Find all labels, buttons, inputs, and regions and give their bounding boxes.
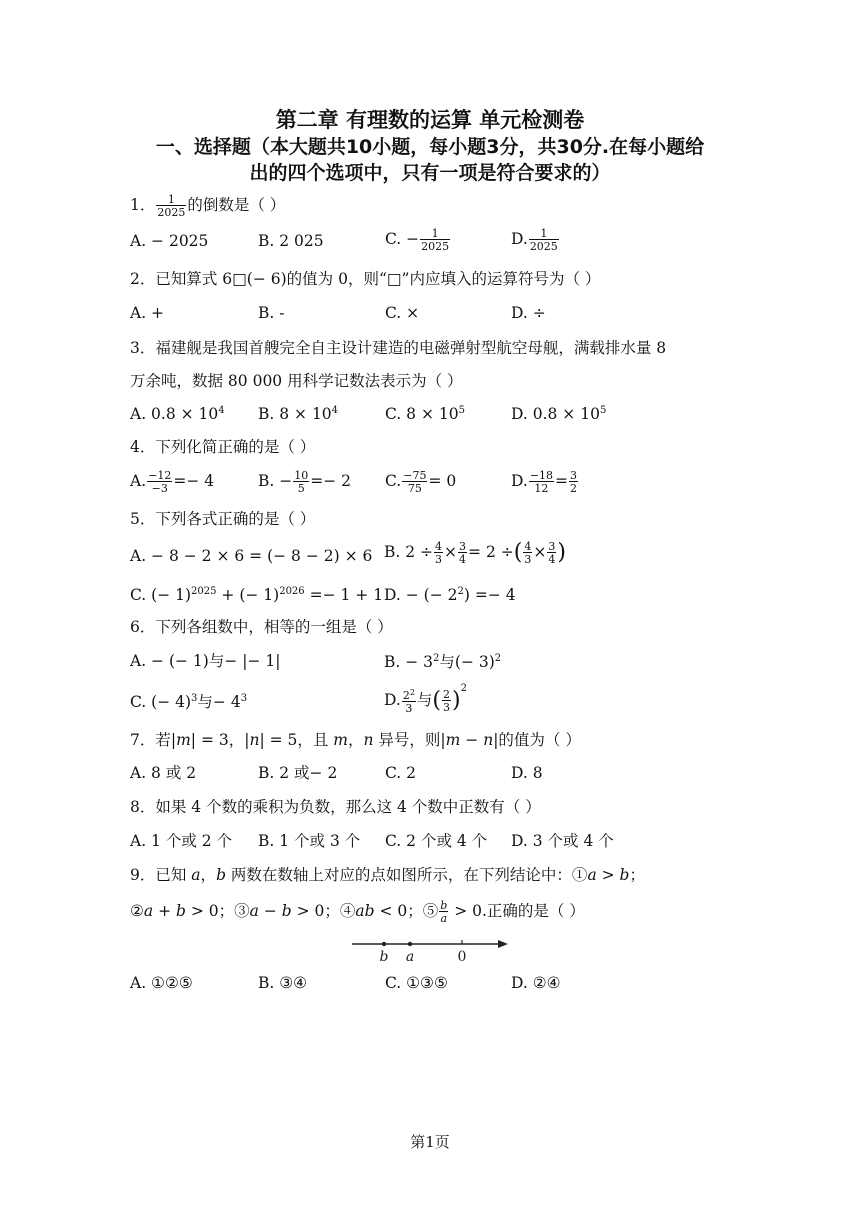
number-line-figure <box>348 934 512 966</box>
question-5-option-d[interactable]: D. − (− $2^2) =- 4$ <box>384 586 516 604</box>
question-3-option-d[interactable]: D. $0.8 \times 10^5$ <box>511 405 607 423</box>
page-title: 第二章 有理数的运算 单元检测卷 <box>275 108 585 132</box>
question-1-option-d[interactable]: D. $\frac{1}{2025}$ <box>511 227 558 253</box>
question-7-option-b[interactable]: B. 2 或− 2 <box>258 764 338 782</box>
question-6-option-d[interactable]: D. $\frac{2^2}{3}$ 与( $\frac{2}{3}$ )$^2$ <box>384 683 467 715</box>
question-4-option-c[interactable]: C. $\frac{-75}{75}$ = 0 <box>385 469 457 495</box>
question-3-stem-line1: 3．福建舰是我国首艘完全自主设计建造的电磁弹射型航空母舰，满载排水量 8 <box>130 339 667 357</box>
question-7-option-c[interactable]: C. 2 <box>385 764 417 782</box>
question-7-option-d[interactable]: D. 8 <box>511 764 543 782</box>
fraction: $\frac{1}{2025}$ <box>157 193 186 219</box>
question-5-option-c[interactable]: C. (− 1)$^{2025}$ + (− 1)$^{2026}$ =− 1 + 1 <box>130 586 384 604</box>
question-1-stem: 1． $\frac{1}{2025}$ 的倒数是（ ） <box>130 193 286 219</box>
question-7-stem: 7．若|m| = 3，|n| = 5，且 m，n 异号，则|m − n|的值为（ ） <box>130 731 581 749</box>
question-5-stem: 5．下列各式正确的是（ ） <box>130 510 316 528</box>
question-6-option-c[interactable]: C. (− 4)$^3$与− $4^3$ <box>130 693 248 711</box>
question-3-stem-line2: 万余吨，数据 80 000 用科学记数法表示为（ ） <box>130 372 463 390</box>
question-8-option-d[interactable]: D. 3 个或 4 个 <box>511 832 614 850</box>
question-4-option-b[interactable]: B. − $\frac{10}{5}$ =− 2 <box>258 469 351 495</box>
question-8-option-b[interactable]: B. 1 个或 3 个 <box>258 832 361 850</box>
question-1-option-a[interactable]: A. − 2025 <box>130 232 209 250</box>
question-9-option-d[interactable]: D. ②④ <box>511 974 561 992</box>
label-b: b <box>379 949 389 965</box>
question-2-option-c[interactable]: C. × <box>385 304 420 322</box>
question-9-stem-line2: ②a + b > 0；③a − b > 0；④ab < 0；⑤ $\frac{b}{a}$ > 0.正确的是（ ） <box>130 899 585 925</box>
page-number: 第1页 <box>410 1133 450 1151</box>
question-3-option-b[interactable]: B. $8 \times 10^4$ <box>258 405 339 423</box>
label-zero: 0 <box>457 949 467 965</box>
arrow-icon <box>498 940 508 948</box>
question-2-stem: 2．已知算式 6□(− 6)的值为 0，则“□”内应填入的运算符号为（ ） <box>130 270 601 288</box>
question-6-option-b[interactable]: B. − $3^2$与(− 3)$^2$ <box>384 653 502 671</box>
question-5-option-a[interactable]: A. − 8 − 2 × 6 = (− 8 − 2) × 6 <box>130 547 373 565</box>
question-9-stem-line1: 9．已知 a，b 两数在数轴上对应的点如图所示，在下列结论中：①a > b； <box>130 866 645 884</box>
question-2-option-a[interactable]: A. + <box>130 304 165 322</box>
question-6-stem: 6．下列各组数中，相等的一组是（ ） <box>130 618 393 636</box>
question-4-option-d[interactable]: D. $\frac{-18}{12}$ = $\frac{3}{2}$ <box>511 469 578 495</box>
question-9-option-a[interactable]: A. ①②⑤ <box>130 974 193 992</box>
question-1-option-b[interactable]: B. 2 025 <box>258 232 324 250</box>
section-heading-line1: 一、选择题（本大题共10小题，每小题3分，共30分.在每小题给 <box>155 136 705 158</box>
point-b <box>382 942 386 946</box>
question-3-option-c[interactable]: C. $8 \times 10^5$ <box>385 405 465 423</box>
question-8-option-a[interactable]: A. 1 个或 2 个 <box>130 832 233 850</box>
question-4-option-a[interactable]: A. $\frac{-12}{-3}$ =− 4 <box>130 469 215 495</box>
question-5-option-b[interactable]: B. 2 ÷ $\frac{4}{3}$ × $\frac{3}{4}$ = 2 ÷( $\frac{4}{3}$ × $\frac{3}{4}$ ) <box>384 540 566 566</box>
question-2-option-d[interactable]: D. ÷ <box>511 304 546 322</box>
question-9-option-c[interactable]: C. ①③⑤ <box>385 974 448 992</box>
point-a <box>408 942 412 946</box>
question-8-option-c[interactable]: C. 2 个或 4 个 <box>385 832 488 850</box>
question-4-stem: 4．下列化简正确的是（ ） <box>130 438 316 456</box>
label-a: a <box>405 949 415 965</box>
question-6-option-a[interactable]: A. − (− 1)与− |− 1| <box>130 652 281 670</box>
question-8-stem: 8．如果 4 个数的乘积为负数，那么这 4 个数中正数有（ ） <box>130 798 541 816</box>
question-2-option-b[interactable]: B. - <box>258 304 285 322</box>
question-9-option-b[interactable]: B. ③④ <box>258 974 308 992</box>
question-7-option-a[interactable]: A. 8 或 2 <box>130 764 197 782</box>
section-heading-line2: 出的四个选项中，只有一项是符合要求的） <box>249 162 611 184</box>
question-3-option-a[interactable]: A. $0.8 \times 10^4$ <box>130 405 225 423</box>
question-1-option-c[interactable]: C. − $\frac{1}{2025}$ <box>385 227 450 253</box>
